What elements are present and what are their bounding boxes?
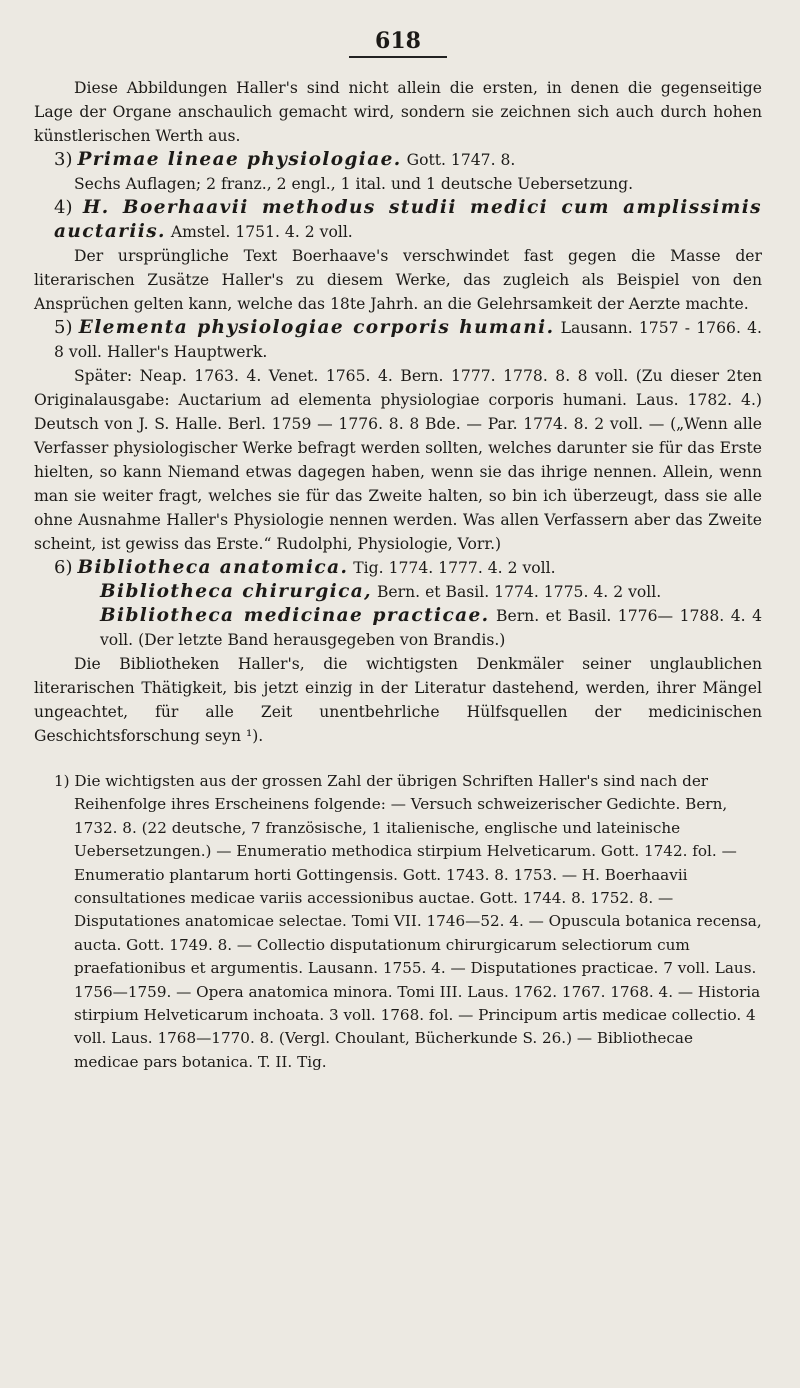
entry-publication: Bern. et Basil. 1774. 1775. 4. 2 voll.: [376, 583, 662, 601]
main-text: [34, 76, 762, 748]
entry-title: Elementa physiologiae corporis humani.: [78, 317, 555, 338]
entry-publication: Amstel. 1751. 4. 2 voll.: [170, 223, 353, 241]
entry-number: 6): [54, 557, 73, 578]
entry-3: [34, 148, 762, 196]
page-number: 618: [34, 28, 762, 58]
entry-number: 5): [54, 317, 73, 338]
entry-text: Später: Neap. 1763. 4. Venet. 1765. 4. Bern. 1777. 1778. 8. 8 voll. (Zu dieser 2ten Originalausgabe: Auctarium ad elementa physiologiae corporis humani. Laus. 1782. 4.) Deutsch von J. S. Halle. Berl. 1759 — 1776. 8. 8 Bde. — Par. 1774. 8. 2 voll. — („Wenn alle Verfasser physiologischer Werke befragt werden sollten, welches darunter sie für das Erste hielten, so kann Niemand etwas dagegen haben, wenn sie das ihrige nennen. Allein, wenn man sie weiter fragt, welches sie für das Zweite halten, so bin ich überzeugt, dass sie alle ohne Ausnahme Haller's Physiologie nennen werden. Was allen Verfassern aber das Zweite scheint, ist gewiss das Erste.“ Rudolphi, Physiologie, Vorr.): [34, 367, 762, 553]
entry-4: [34, 196, 762, 316]
entry-number: 3): [54, 149, 73, 170]
intro-paragraph: Diese Abbildungen Haller's sind nicht allein die ersten, in denen die gegenseitige Lage der Organe anschaulich gemacht wird, sondern sie zeichnen sich auch durch hohen künstlerischen Werth aus.: [34, 79, 762, 145]
entry-title-anatomica: Bibliotheca anatomica.: [77, 557, 349, 578]
entry-title: H. Boerhaavii methodus studii medici cum amplissimis auctariis.: [54, 197, 762, 242]
entry-publication: Gott. 1747. 8.: [406, 151, 516, 169]
entry-number: 4): [54, 197, 73, 218]
entry-6: [34, 556, 762, 748]
footnote: [34, 770, 762, 1074]
entry-publication: Tig. 1774. 1777. 4. 2 voll.: [353, 559, 556, 577]
footnote-text: Die wichtigsten aus der grossen Zahl der übrigen Schriften Haller's sind nach der Reihenfolge ihres Erscheinens folgende: — Versuch schweizerischer Gedichte. Bern, 1732. 8. (22 deutsche, 7 französische, 1 italienische, englische und lateinische Uebersetzungen.) — Enumeratio methodica stirpium Helveticarum. Gott. 1742. fol. — Enumeratio plantarum horti Gottingensis. Gott. 1743. 8. 1753. — H. Boerhaavii consultationes medicae variis accessionibus auctae. Gott. 1744. 8. 1752. 8. — Disputationes anatomicae selectae. Tomi VII. 1746—52. 4. — Opuscula botanica recensa, aucta. Gott. 1749. 8. — Collectio disputationum chirurgicarum selectiorum cum praefationibus et argumentis. Lausann. 1755. 4. — Disputationes practicae. 7 voll. Laus. 1756—1759. — Opera anatomica minora. Tomi III. Laus. 1762. 1767. 1768. 4. — Historia stirpium Helveticarum inchoata. 3 voll. 1768. fol. — Principum artis medicae collectio. 4 voll. Laus. 1768—1770. 8. (Vergl. Choulant, Bücherkunde S. 26.) — Bibliothecae medicae pars botanica. T. II. Tig.: [74, 772, 762, 1071]
entry-title: Primae lineae physiologiae.: [77, 149, 402, 170]
entry-publication: Lausann. 1757 - 1766. 4. 8 voll. Haller's Hauptwerk.: [54, 319, 762, 361]
entry-5: [34, 316, 762, 556]
entry-title-chirurgica: Bibliotheca chirurgica,: [100, 581, 372, 602]
entry-text: Die Bibliotheken Haller's, die wichtigsten Denkmäler seiner unglaublichen literarischen Thätigkeit, bis jetzt einzig in der Literatur dastehend, werden, ihrer Mängel ungeachtet, für alle Zeit unentbehrliche Hülfsquellen der medicinischen Geschichtsforschung seyn ¹).: [34, 655, 762, 745]
entry-title-medicinae: Bibliotheca medicinae practicae.: [100, 605, 490, 626]
entry-text: Der ursprüngliche Text Boerhaave's verschwindet fast gegen die Masse der literarischen Zusätze Haller's zu diesem Werke, das zugleich als Beispiel von den Ansprüchen gelten kann, welche das 18te Jahrh. an die Gelehrsamkeit der Aerzte machte.: [34, 247, 762, 313]
footnote-marker: 1): [54, 772, 70, 790]
entry-publication: Bern. et Basil. 1776— 1788. 4. 4 voll. (Der letzte Band herausgegeben von Brandis.): [100, 607, 762, 649]
entry-text: Sechs Auflagen; 2 franz., 2 engl., 1 ital. und 1 deutsche Uebersetzung.: [74, 175, 634, 193]
